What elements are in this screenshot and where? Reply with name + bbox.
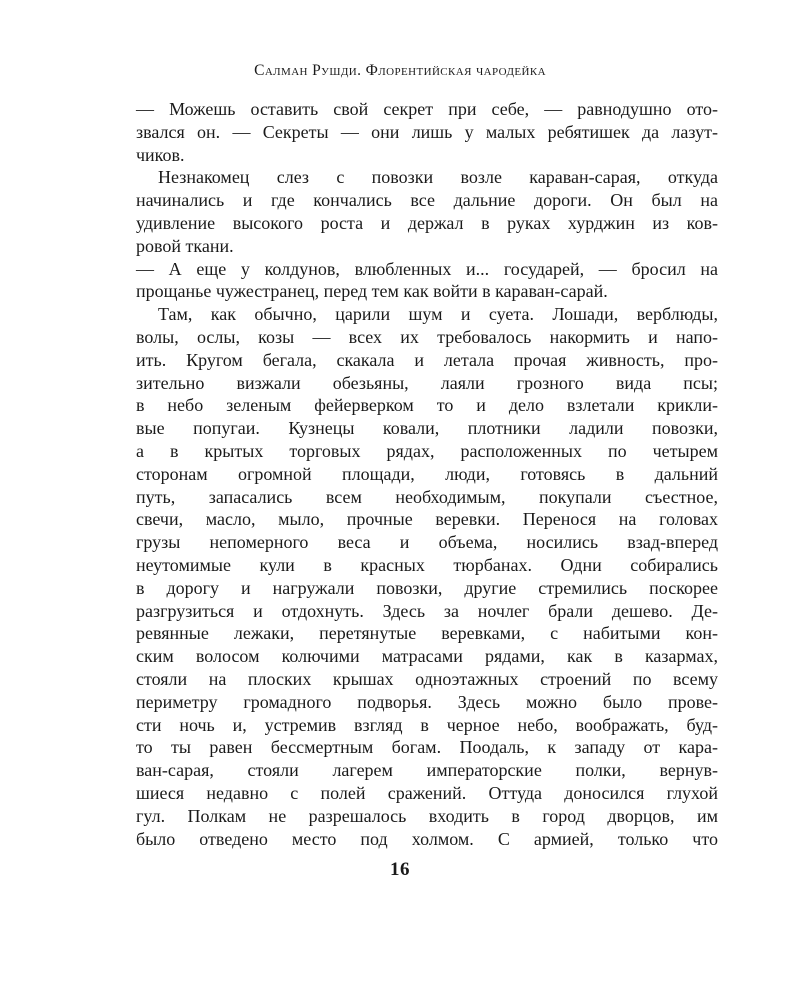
text-line: путь, запасались всем необходимым, покупали съестное, — [136, 486, 718, 507]
text-line: то ты равен бессмертным богам. Поодаль, к западу от кара- — [136, 737, 718, 758]
text-line: ить. Кругом бегала, скакала и летала прочая живность, про- — [136, 349, 718, 370]
text-line: ским волосом колючими матрасами рядами, как в казармах, — [136, 646, 718, 667]
text-line: стояли на плоских крышах одноэтажных строений по всему — [136, 668, 718, 689]
text-line: Там, как обычно, царили шум и суета. Лошади, верблюды, — [158, 304, 718, 325]
text-line: неутомимые кули в красных тюрбанах. Одни собирались — [136, 554, 718, 575]
text-line: звался он. — Секреты — они лишь у малых ребятишек да лазут- — [136, 121, 718, 142]
text-line: Незнакомец слез с повозки возле караван-сарая, откуда — [158, 167, 718, 188]
text-line: ван-сарая, стояли лагерем императорские полки, вернув- — [136, 760, 718, 781]
text-line: а в крытых торговых рядах, расположенных по четырем — [136, 440, 718, 461]
text-line: разгрузиться и отдохнуть. Здесь за ночлег брали дешево. Де- — [136, 600, 718, 621]
text-line: в дорогу и нагружали повозки, другие стремились поскорее — [136, 577, 718, 598]
text-line: начинались и где кончались все дальние дороги. Он был на — [136, 190, 718, 211]
body-text — [136, 98, 718, 850]
text-line: шиеся недавно с полей сражений. Оттуда доносился глухой — [136, 782, 718, 803]
text-line: ревянные лежаки, перетянутые веревками, с набитыми кон- — [136, 623, 718, 644]
text-line: было отведено место под холмом. С армией, только что — [136, 828, 718, 849]
text-line: грузы непомерного веса и объема, носились взад-вперед — [136, 532, 718, 553]
page-number: 16 — [390, 859, 410, 880]
text-line: ровой ткани. — [136, 235, 234, 256]
text-line: удивление высокого роста и держал в руках хурджин из ков- — [136, 212, 718, 233]
text-line: — Можешь оставить свой секрет при себе, — равнодушно ото- — [136, 99, 718, 119]
text-line: волы, ослы, козы — всех их требовалось накормить и напо- — [136, 326, 718, 347]
text-line: чиков. — [136, 144, 185, 165]
text-line: прощанье чужестранец, перед тем как войти в караван-сарай. — [136, 281, 608, 302]
text-line: сти ночь и, устремив взгляд в черное небо, воображать, буд- — [136, 714, 718, 735]
text-line: вые попугаи. Кузнецы ковали, плотники ладили повозки, — [136, 418, 718, 439]
text-line: свечи, масло, мыло, прочные веревки. Перенося на головах — [136, 509, 718, 530]
text-line: периметру громадного подворья. Здесь можно было прове- — [136, 691, 718, 712]
text-line: гул. Полкам не разрешалось входить в город дворцов, им — [136, 805, 718, 826]
text-line: сторонам огромной площади, люди, готовясь в дальний — [136, 463, 718, 484]
text-line: — А еще у колдунов, влюбленных и... государей, — бросил на — [136, 258, 718, 279]
text-line: в небо зеленым фейерверком то и дело взлетали крикли- — [136, 395, 718, 416]
text-line: зительно визжали обезьяны, лаяли грозного вида псы; — [136, 372, 718, 393]
running-head: Салман Рушди. Флорентийская чародейка — [254, 62, 546, 79]
